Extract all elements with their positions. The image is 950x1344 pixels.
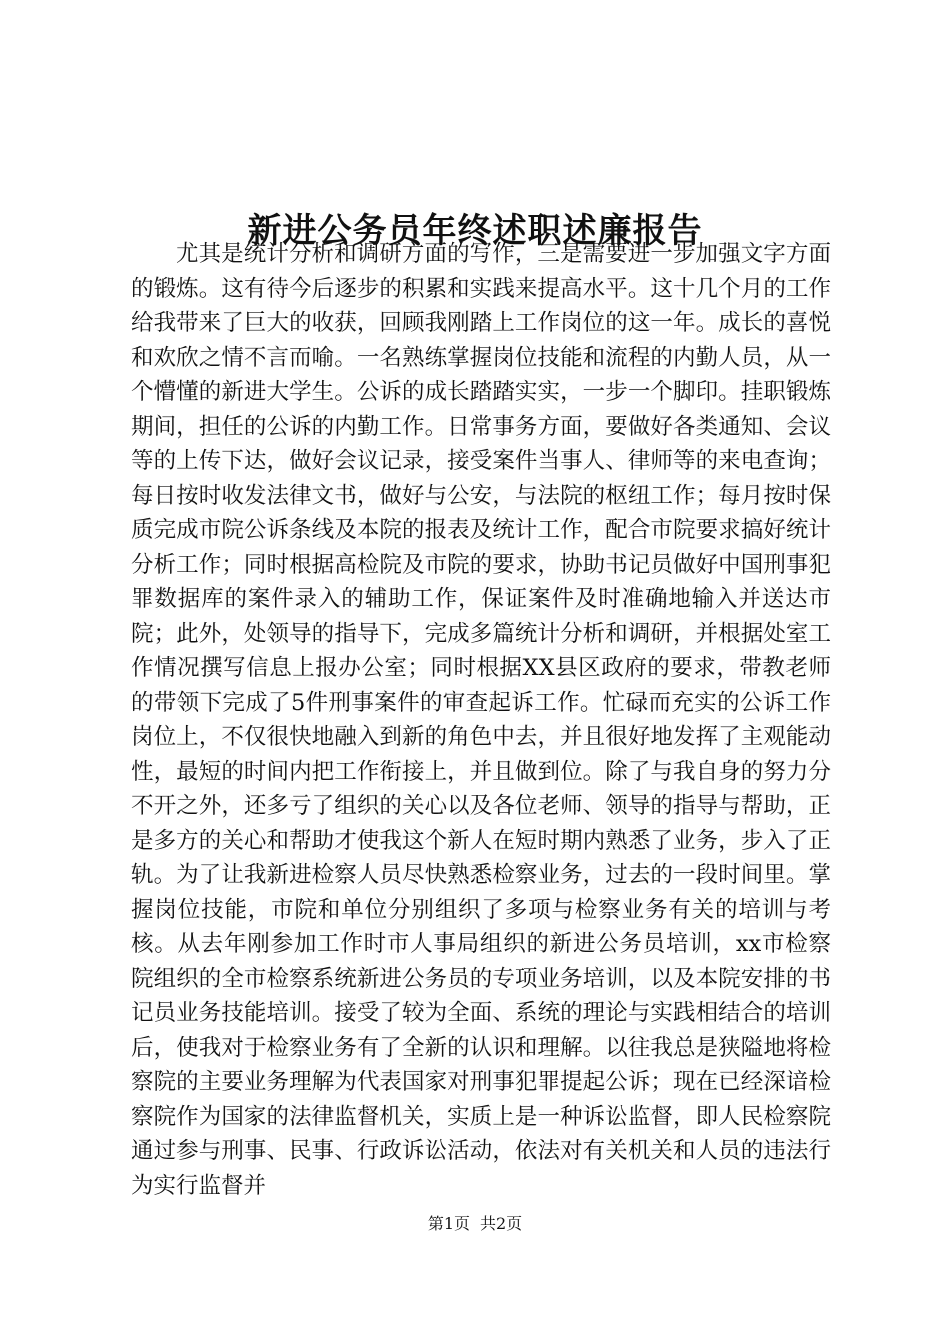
page-footer bbox=[0, 1213, 950, 1235]
document-body-paragraph: 尤其是统计分析和调研方面的写作，三是需要进一步加强文字方面的锻炼。这有待今后逐步的积累和实践来提高水平。这十几个月的工作给我带来了巨大的收获，回顾我刚踏上工作岗位的这一年。成长的喜悦和欢欣之情不言而喻。一名熟练掌握岗位技能和流程的内勤人员，从一个懵懂的新进大学生。公诉的成长踏踏实实，一步一个脚印。挂职锻炼期间，担任的公诉的内勤工作。日常事务方面，要做好各类通知、会议等的上传下达，做好会议记录，接受案件当事人、律师等的来电查询；每日按时收发法律文书，做好与公安，与法院的枢纽工作；每月按时保质完成市院公诉条线及本院的报表及统计工作，配合市院要求搞好统计分析工作；同时根据高检院及市院的要求，协助书记员做好中国刑事犯罪数据库的案件录入的辅助工作，保证案件及时准确地输入并送达市院；此外，处领导的指导下，完成多篇统计分析和调研，并根据处室工作情况撰写信息上报办公室；同时根据XX县区政府的要求，带教老师的带领下完成了5件刑事案件的审查起诉工作。忙碌而充实的公诉工作岗位上，不仅很快地融入到新的角色中去，并且很好地发挥了主观能动性，最短的时间内把工作衔接上，并且做到位。除了与我自身的努力分不开之外，还多亏了组织的关心以及各位老师、领导的指导与帮助，正是多方的关心和帮助才使我这个新人在短时期内熟悉了业务，步入了正轨。为了让我新进检察人员尽快熟悉检察业务，过去的一段时间里。掌握岗位技能，市院和单位分别组织了多项与检察业务有关的培训与考核。从去年刚参加工作时市人事局组织的新进公务员培训，xx市检察院组织的全市检察系统新进公务员的专项业务培训，以及本院安排的书记员业务技能培训。接受了较为全面、系统的理论与实践相结合的培训后，使我对于检察业务有了全新的认识和理解。以往我总是狭隘地将检察院的主要业务理解为代表国家对刑事犯罪提起公诉；现在已经深谙检察院作为国家的法律监督机关，实质上是一种诉讼监督，即人民检察院通过参与刑事、民事、行政诉讼活动，依法对有关机关和人员的违法行为实行监督并 bbox=[131, 241, 831, 1199]
page-number-current: 第1页 bbox=[427, 1214, 470, 1233]
page-number-total: 共2页 bbox=[480, 1214, 523, 1233]
document-title: 新进公务员年终述职述廉报告 bbox=[247, 210, 703, 251]
